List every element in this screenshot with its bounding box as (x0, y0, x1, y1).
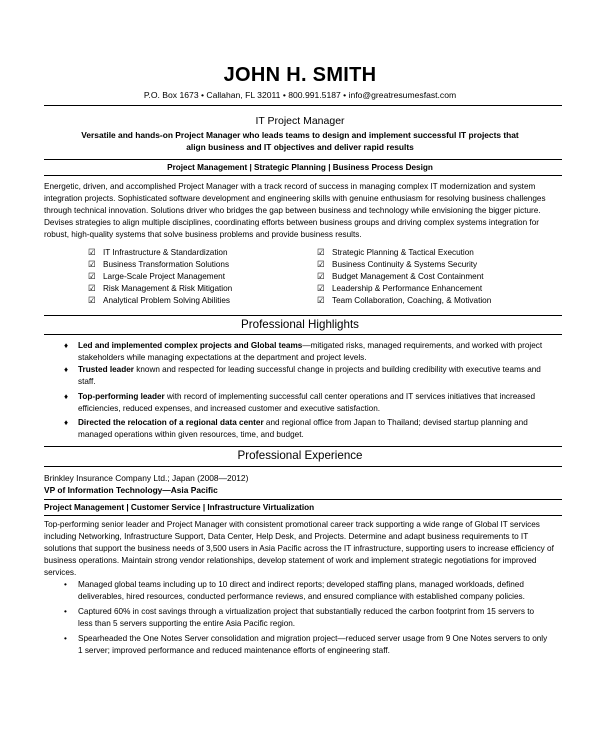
diamond-bullet-icon: ♦ (64, 392, 69, 401)
experience-top-rule (44, 446, 562, 447)
checkbox-icon: ☑ (88, 247, 96, 257)
experience-bottom-rule (44, 466, 562, 467)
highlights-bottom-rule (44, 334, 562, 335)
skill-item: ☑ Large-Scale Project Management (88, 271, 225, 281)
keywords-line: Project Management | Strategic Planning | Business Process Design (167, 163, 433, 172)
intro-paragraph: Energetic, driven, and accomplished Project Manager with a track record of success in managing complex IT modernization and system integration projects. Sophisticated software development and engineering skills with genuine enthusiasm for resolving business challenges through technical innovation. Solutions driver who bridges the gap between business and technology while envisioning the bigger picture. Devises strategies to align multiple disciplines, coordinating efforts between business groups and driving complex systems integration for robust, high-quality systems that solve business problems and provide business results. (44, 182, 546, 239)
skill-item: ☑ Analytical Problem Solving Abilities (88, 295, 230, 305)
skill-item: ☑ Strategic Planning & Tactical Execution (317, 247, 474, 257)
skill-item: ☑ Leadership & Performance Enhancement (317, 283, 483, 293)
skill-item: ☑ Risk Management & Risk Mitigation (88, 283, 233, 293)
highlights-top-rule (44, 315, 562, 316)
bullet-dot-icon: • (64, 634, 67, 643)
highlight-item: ♦ Top-performing leader with record of implementing successful call center operations and IT services initiatives that increased efficiencies, reduced expenses, and increased customer and executive satisfaction. (64, 392, 536, 413)
achievement-list (64, 579, 548, 657)
checkbox-icon: ☑ (317, 259, 325, 269)
header-divider (44, 105, 562, 106)
highlights-heading: Professional Highlights (241, 318, 359, 331)
skill-item: ☑ Team Collaboration, Coaching, & Motivation (317, 295, 492, 305)
diamond-bullet-icon: ♦ (64, 365, 69, 374)
focus-line: Project Management | Customer Service | Infrastructure Virtualization (44, 503, 315, 512)
job-title: IT Project Manager (255, 115, 345, 127)
role-description: Top-performing senior leader and Project Manager with consistent promotional career track supporting a wide range of Global IT services including Networking, Infrastructure Support, Data Center, Help Desk, and Projects. Determine and adapt business requirements to IT solutions that support the business needs of 3,500 users in Asia Pacific across the IT infrastructure, supporting users to increase efficiency of business operations. Maintain strong vendor relationships, develop statement of work and implement strategic negotiations for improved services. (44, 520, 554, 577)
checkbox-icon: ☑ (317, 283, 325, 293)
contact-line: P.O. Box 1673 • Callahan, FL 32011 • 800.991.5187 • info@greatresumesfast.com (143, 90, 457, 100)
checkbox-icon: ☑ (317, 271, 325, 281)
checkbox-icon: ☑ (88, 271, 96, 281)
diamond-bullet-icon: ♦ (64, 341, 69, 350)
checkbox-icon: ☑ (88, 259, 96, 269)
diamond-bullet-icon: ♦ (64, 418, 69, 427)
focus-bottom-rule (44, 515, 562, 516)
role-line: VP of Information Technology—Asia Pacific (44, 485, 218, 495)
skill-item: ☑ IT Infrastructure & Standardization (88, 247, 228, 257)
experience-heading: Professional Experience (237, 449, 363, 462)
skill-item: ☑ Budget Management & Cost Containment (317, 271, 484, 281)
checkbox-icon: ☑ (88, 283, 96, 293)
list-item: • Managed global teams including up to 10 direct and indirect reports; developed staffing plans, managed workloads, defined deliverables, hired resources, conducted performance reviews, and ensured compliance with established company policies. (64, 580, 525, 601)
focus-top-rule (44, 499, 562, 500)
bullet-dot-icon: • (64, 607, 67, 616)
list-item: • Spearheaded the One Notes Server consolidation and migration project—reduced server usage from 9 One Notes servers to only 1 server; improved performance and reduced maintenance efforts of engineering staff. (64, 634, 548, 655)
checkbox-icon: ☑ (317, 295, 325, 305)
summary-statement: Versatile and hands-on Project Manager who leads teams to design and implement successful IT projects that align business and IT objectives and deliver rapid results (81, 130, 519, 152)
skill-item: ☑ Business Continuity & Systems Security (317, 259, 478, 269)
checkbox-icon: ☑ (317, 247, 325, 257)
skills-grid (88, 246, 562, 306)
list-item: • Captured 60% in cost savings through a virtualization project that substantially reduced the carbon footprint from 15 servers to less than 5 servers supporting the entire Asia Pacific region. (64, 607, 535, 628)
highlight-item: ♦ Led and implemented complex projects and Global teams—mitigated risks, managed requirements, and worked with project stakeholders while managing expectations at the department and project levels. (64, 341, 543, 362)
candidate-name: JOHN H. SMITH (223, 64, 377, 86)
highlight-item: ♦ Directed the relocation of a regional data center and regional office from Japan to Thailand; devised startup planning and managed operations within given resources, time, and budget. (64, 418, 528, 439)
company-line: Brinkley Insurance Company Ltd.; Japan (2008—2012) (44, 473, 249, 483)
checkbox-icon: ☑ (88, 295, 96, 305)
keywords-bottom-rule (44, 175, 562, 176)
keywords-top-rule (44, 159, 562, 160)
bullet-dot-icon: • (64, 580, 67, 589)
skill-item: ☑ Business Transformation Solutions (88, 259, 230, 269)
highlight-item: ♦ Trusted leader known and respected for leading successful change in projects and building credibility with executive teams and staff. (64, 365, 541, 386)
